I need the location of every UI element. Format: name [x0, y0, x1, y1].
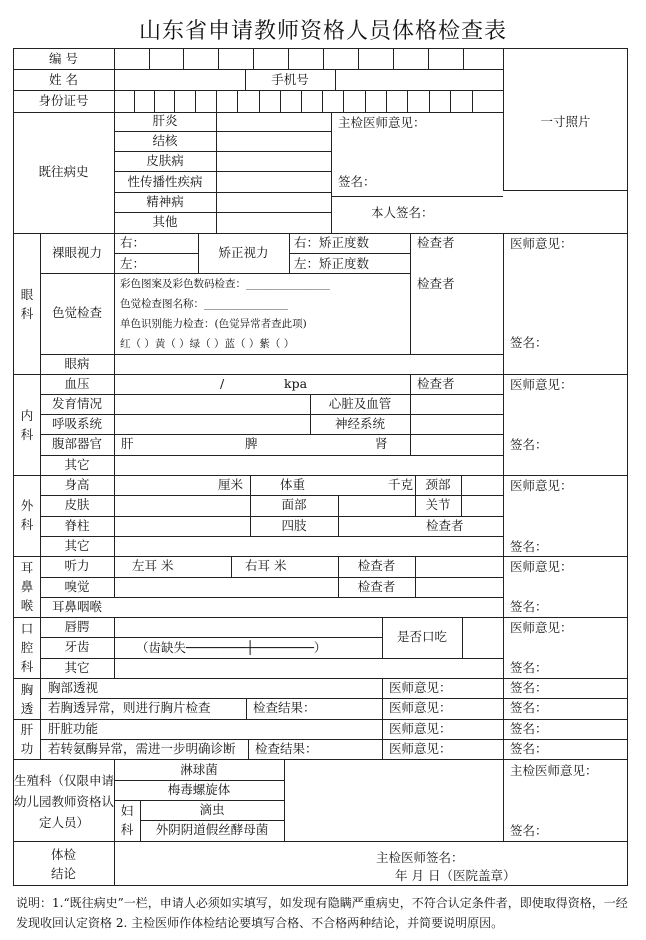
doctor-opinion-label: 医师意见： — [510, 559, 573, 574]
result-label: 检查结果： — [255, 741, 318, 756]
history-item: 性传播性疾病 — [127, 174, 203, 189]
phone-label: 手机号 — [271, 72, 309, 87]
sign-label: 签名： — [510, 823, 548, 838]
liver-label: 肝 — [121, 436, 134, 451]
photo-label: 一寸照片 — [540, 114, 591, 129]
doctor-opinion-label: 医师意见： — [389, 741, 452, 756]
history-item: 肝炎 — [152, 113, 178, 128]
kidney-label: 肾 — [375, 436, 388, 451]
stutter-label: 是否口吃 — [396, 629, 447, 644]
abdomen-label: 腹部器官 — [51, 436, 102, 451]
sign-label: 签名： — [510, 680, 548, 695]
history-label: 既往病史 — [38, 164, 89, 179]
sign-label: 签名： — [510, 700, 548, 715]
chest-xray-label: 胸部透视 — [48, 680, 99, 695]
respiratory-label: 呼吸系统 — [51, 416, 102, 431]
smell-label: 嗅觉 — [64, 579, 90, 594]
nervous-label: 神经系统 — [334, 416, 385, 431]
chief-signature-label: 主检医师签名： — [376, 850, 464, 865]
doctor-opinion-label: 医师意见： — [389, 680, 452, 695]
left-correction-label: 左：矫正度数 — [294, 256, 370, 271]
teeth-label: 牙齿 — [64, 639, 90, 654]
reproductive-section-label: 生殖科（仅限申请幼儿园教师资格认定人员） — [14, 773, 115, 830]
candida-label: 外阴阴道假丝酵母菌 — [155, 822, 269, 837]
joint-label: 关节 — [425, 497, 451, 512]
eye-section-label: 眼科 — [20, 287, 34, 321]
blood-pressure-label: 血压 — [64, 376, 90, 391]
limbs-label: 四肢 — [281, 518, 307, 533]
other-label: 其它 — [64, 457, 90, 472]
inspector-label: 检查者 — [357, 558, 396, 573]
id-number-label: 身份证号 — [38, 93, 89, 108]
other-label: 其它 — [64, 660, 90, 675]
liver-function-section-label: 肝功 — [20, 722, 34, 756]
heart-label: 心脏及血管 — [328, 396, 392, 411]
color-line: 彩色图案及彩色数码检查：________________ — [120, 278, 330, 290]
color-line: 单色识别能力检查：(色觉异常者查此项) — [120, 318, 307, 330]
height-label: 身高 — [64, 477, 90, 492]
inspector-label: 检查者 — [417, 276, 455, 291]
internal-section-label: 内科 — [20, 408, 34, 442]
hearing-label: 听力 — [64, 558, 90, 573]
history-item: 结核 — [152, 133, 178, 148]
color-line: 红（ ）黄（ ）绿（ ）蓝（ ）紫（ ） — [120, 338, 295, 350]
face-label: 面部 — [281, 497, 307, 512]
cm-unit: 厘米 — [218, 477, 244, 492]
sign-label: 签名： — [510, 335, 548, 350]
form-title: 山东省申请教师资格人员体格检查表 — [138, 19, 507, 44]
doctor-opinion-label: 医师意见： — [510, 236, 573, 251]
chief-opinion-label: 主检医师意见： — [338, 115, 426, 130]
oral-section-label: 口腔科 — [20, 621, 34, 674]
weight-label: 体重 — [280, 477, 306, 492]
result-label: 检查结果： — [253, 700, 316, 715]
sign-label: 签名： — [510, 539, 548, 554]
missing-teeth-label: （齿缺失────────┼────────） — [136, 640, 327, 655]
right-ear-label: 右耳 米 — [245, 558, 287, 573]
neck-label: 颈部 — [425, 477, 451, 492]
left-ear-label: 左耳 米 — [132, 558, 174, 573]
liver-function-label: 肝脏功能 — [48, 721, 99, 736]
doctor-opinion-label: 医师意见： — [510, 478, 573, 493]
kg-unit: 千克 — [388, 477, 414, 492]
inspector-label: 检查者 — [357, 579, 396, 594]
enzyme-abnormal-label: 若转氨酶异常，需进一步明确诊断 — [48, 741, 236, 756]
left-eye-label: 左： — [120, 256, 146, 271]
sign-label: 签名： — [510, 721, 548, 736]
right-correction-label: 右：矫正度数 — [294, 235, 370, 250]
inspector-label: 检查者 — [417, 376, 455, 391]
color-vision-label: 色觉检查 — [51, 305, 102, 320]
bp-slash: / — [220, 376, 225, 391]
sign-label: 签名： — [510, 437, 548, 452]
history-item: 其他 — [152, 214, 178, 229]
conclusion-label-line2: 结论 — [50, 866, 76, 881]
number-label: 编 号 — [49, 51, 78, 66]
footnote: 说明：1.“既往病史”一栏，申请人必须如实填写，如发现有隐瞒严重病史，不符合认定条件者，即使取得资格，一经发现收回认定资格 2. 主检医师作体检结论要填写合格、不合格两种结论，并简要说明原因。 — [16, 896, 628, 930]
gynecology-label: 妇科 — [120, 803, 134, 837]
ent-throat-label: 耳鼻咽喉 — [51, 599, 102, 614]
doctor-opinion-label: 医师意见： — [389, 700, 452, 715]
inspector-label: 检查者 — [426, 518, 464, 533]
gonorrhea-label: 淋球菌 — [180, 762, 218, 777]
development-label: 发育情况 — [51, 396, 102, 411]
date-stamp-label: 年 月 日（医院盖章） — [395, 868, 516, 883]
self-sign-label: 本人签名： — [371, 205, 434, 220]
lips-label: 唇腭 — [64, 619, 90, 634]
sign-label: 签名： — [510, 599, 548, 614]
syphilis-label: 梅毒螺旋体 — [167, 782, 231, 797]
spleen-label: 脾 — [245, 436, 258, 451]
name-label: 姓 名 — [49, 72, 78, 87]
doctor-opinion-label: 医师意见： — [510, 620, 573, 635]
color-line: 色觉检查图名称：________________ — [120, 298, 288, 310]
naked-vision-label: 裸眼视力 — [51, 245, 102, 260]
xray-abnormal-label: 若胸透异常，则进行胸片检查 — [48, 700, 211, 715]
bp-unit: kpa — [284, 376, 308, 391]
sign-label: 签名： — [510, 660, 548, 675]
ent-section-label: 耳鼻喉 — [20, 560, 34, 613]
corrected-vision-label: 矫正视力 — [218, 245, 269, 260]
sign-label: 签名： — [510, 741, 548, 756]
eye-disease-label: 眼病 — [64, 356, 90, 371]
spine-label: 脊柱 — [64, 518, 90, 533]
skin-label: 皮肤 — [64, 497, 90, 512]
doctor-opinion-label: 医师意见： — [389, 721, 452, 736]
chest-section-label: 胸透 — [20, 682, 34, 716]
history-item: 精神病 — [146, 194, 184, 209]
right-eye-label: 右： — [120, 235, 146, 250]
surgery-section-label: 外科 — [20, 498, 34, 532]
inspector-label: 检查者 — [417, 235, 455, 250]
history-item: 皮肤病 — [146, 153, 184, 168]
chief-opinion-label: 主检医师意见： — [510, 763, 598, 778]
chief-sign-label: 签名： — [338, 174, 376, 189]
doctor-opinion-label: 医师意见： — [510, 377, 573, 392]
conclusion-label-line1: 体检 — [50, 847, 76, 862]
trichomonas-label: 滴虫 — [199, 802, 225, 817]
other-label: 其它 — [64, 538, 90, 553]
